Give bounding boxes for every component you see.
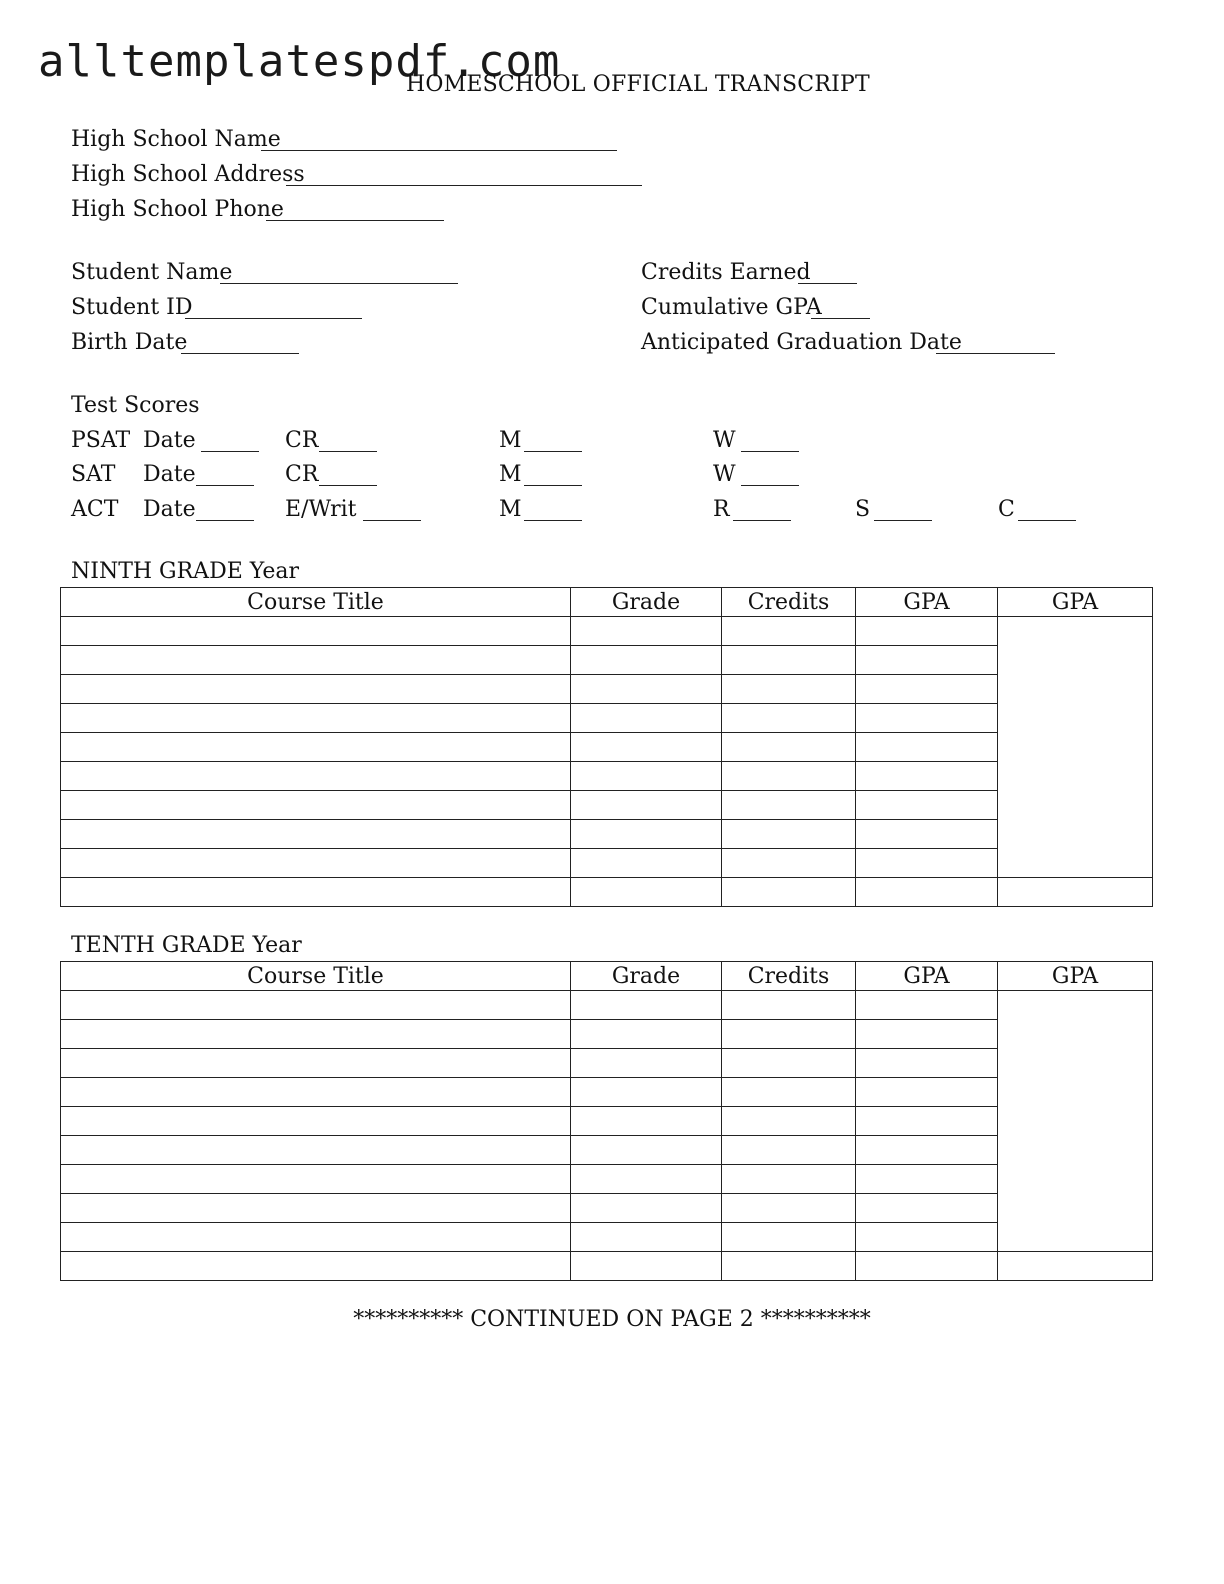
grade-cell[interactable] <box>571 733 722 762</box>
course-title-cell[interactable] <box>61 704 571 733</box>
gpa-total-cell[interactable] <box>998 1252 1153 1281</box>
credits-cell[interactable] <box>722 1194 856 1223</box>
course-title-cell[interactable] <box>61 1020 571 1049</box>
student-name-field[interactable] <box>220 283 458 284</box>
gpa-header: GPA <box>856 962 998 991</box>
gpa-cell[interactable] <box>856 646 998 675</box>
school-name-field[interactable] <box>261 150 617 151</box>
table-row <box>61 646 1153 675</box>
student-id-label: Student ID <box>71 295 193 320</box>
gpa-cell[interactable] <box>856 762 998 791</box>
grade-cell[interactable] <box>571 1194 722 1223</box>
student-name-label: Student Name <box>71 260 233 285</box>
credits-header: Credits <box>722 588 856 617</box>
cumulative-gpa-field[interactable] <box>811 318 870 319</box>
act-ewrit-label: E/Writ <box>285 497 357 522</box>
act-ewrit-field[interactable] <box>363 520 421 521</box>
credits-cell[interactable] <box>722 791 856 820</box>
table-row <box>61 1107 1153 1136</box>
gpa-cell[interactable] <box>856 617 998 646</box>
gpa-side-blank <box>998 1049 1153 1078</box>
tenth-grade-heading: TENTH GRADE Year <box>71 933 302 958</box>
course-title-cell[interactable] <box>61 1223 571 1252</box>
psat-label: PSAT <box>71 428 131 453</box>
sat-date-label: Date <box>143 462 196 487</box>
grade-cell[interactable] <box>571 1049 722 1078</box>
gpa-total-header: GPA <box>998 962 1153 991</box>
act-m-field[interactable] <box>524 520 582 521</box>
school-phone-label: High School Phone <box>71 197 284 222</box>
table-row <box>61 849 1153 878</box>
gpa-cell[interactable] <box>856 1223 998 1252</box>
psat-m-field[interactable] <box>524 451 582 452</box>
grade-header: Grade <box>571 962 722 991</box>
gpa-side-blank <box>998 991 1153 1020</box>
gpa-side-blank <box>998 675 1153 704</box>
gpa-side-blank <box>998 849 1153 878</box>
gpa-side-blank <box>998 1194 1153 1223</box>
sat-w-label: W <box>713 462 736 487</box>
table-header-row <box>61 962 1153 991</box>
sat-m-field[interactable] <box>524 485 582 486</box>
course-title-cell[interactable] <box>61 646 571 675</box>
gpa-cell[interactable] <box>856 733 998 762</box>
table-row <box>61 1165 1153 1194</box>
grade-cell[interactable] <box>571 1136 722 1165</box>
gpa-side-blank <box>998 1020 1153 1049</box>
gpa-cell[interactable] <box>856 1165 998 1194</box>
test-scores-heading: Test Scores <box>71 393 200 418</box>
ninth-grade-table <box>60 587 1153 907</box>
credits-cell[interactable] <box>722 704 856 733</box>
credits-cell[interactable] <box>722 762 856 791</box>
gpa-total-header: GPA <box>998 588 1153 617</box>
course-title-cell[interactable] <box>61 820 571 849</box>
course-title-cell[interactable] <box>61 878 571 907</box>
credits-cell[interactable] <box>722 646 856 675</box>
table-row <box>61 1136 1153 1165</box>
credits-cell[interactable] <box>722 617 856 646</box>
act-date-label: Date <box>143 497 196 522</box>
act-r-label: R <box>713 497 730 522</box>
gpa-header: GPA <box>856 588 998 617</box>
grade-cell[interactable] <box>571 762 722 791</box>
course-title-cell[interactable] <box>61 617 571 646</box>
gpa-total-cell[interactable] <box>998 878 1153 907</box>
table-row <box>61 1194 1153 1223</box>
table-row <box>61 820 1153 849</box>
table-row <box>61 1252 1153 1281</box>
birth-date-field[interactable] <box>181 353 299 354</box>
grade-header: Grade <box>571 588 722 617</box>
table-row <box>61 878 1153 907</box>
page-title: HOMESCHOOL OFFICIAL TRANSCRIPT <box>406 72 870 97</box>
table-row <box>61 733 1153 762</box>
school-name-label: High School Name <box>71 127 281 152</box>
table-row <box>61 762 1153 791</box>
course-title-header: Course Title <box>61 962 571 991</box>
gpa-side-blank <box>998 1223 1153 1252</box>
course-title-cell[interactable] <box>61 1049 571 1078</box>
course-title-cell[interactable] <box>61 1078 571 1107</box>
gpa-cell[interactable] <box>856 1049 998 1078</box>
student-id-field[interactable] <box>185 318 362 319</box>
psat-cr-label: CR <box>285 428 319 453</box>
sat-label: SAT <box>71 462 116 487</box>
gpa-cell[interactable] <box>856 878 998 907</box>
gpa-cell[interactable] <box>856 704 998 733</box>
course-title-header: Course Title <box>61 588 571 617</box>
grade-cell[interactable] <box>571 1107 722 1136</box>
grade-cell[interactable] <box>571 849 722 878</box>
sat-cr-label: CR <box>285 462 319 487</box>
act-m-label: M <box>499 497 522 522</box>
gpa-side-blank <box>998 820 1153 849</box>
course-title-cell[interactable] <box>61 675 571 704</box>
credits-cell[interactable] <box>722 878 856 907</box>
sat-cr-field[interactable] <box>319 485 377 486</box>
gpa-side-blank <box>998 762 1153 791</box>
act-r-field[interactable] <box>733 520 791 521</box>
psat-date-field[interactable] <box>201 451 259 452</box>
credits-cell[interactable] <box>722 820 856 849</box>
gpa-cell[interactable] <box>856 849 998 878</box>
credits-cell[interactable] <box>722 1252 856 1281</box>
table-row <box>61 1049 1153 1078</box>
credits-cell[interactable] <box>722 1165 856 1194</box>
school-phone-field[interactable] <box>266 220 444 221</box>
gpa-side-blank <box>998 1107 1153 1136</box>
act-s-field[interactable] <box>874 520 932 521</box>
course-title-cell[interactable] <box>61 1136 571 1165</box>
psat-cr-field[interactable] <box>319 451 377 452</box>
credits-cell[interactable] <box>722 1107 856 1136</box>
school-address-field[interactable] <box>286 185 642 186</box>
gpa-side-blank <box>998 733 1153 762</box>
gpa-side-blank <box>998 704 1153 733</box>
credits-cell[interactable] <box>722 849 856 878</box>
table-row <box>61 1078 1153 1107</box>
grade-cell[interactable] <box>571 1252 722 1281</box>
table-row <box>61 617 1153 646</box>
table-row <box>61 791 1153 820</box>
credits-earned-label: Credits Earned <box>641 260 811 285</box>
gpa-cell[interactable] <box>856 675 998 704</box>
gpa-side-blank <box>998 646 1153 675</box>
grade-cell[interactable] <box>571 1165 722 1194</box>
course-title-cell[interactable] <box>61 991 571 1020</box>
psat-date-label: Date <box>143 428 196 453</box>
grade-cell[interactable] <box>571 878 722 907</box>
gpa-cell[interactable] <box>856 1194 998 1223</box>
sat-date-field[interactable] <box>196 485 254 486</box>
act-s-label: S <box>855 497 871 522</box>
gpa-cell[interactable] <box>856 1107 998 1136</box>
credits-cell[interactable] <box>722 675 856 704</box>
gpa-side-blank <box>998 1165 1153 1194</box>
credits-cell[interactable] <box>722 1223 856 1252</box>
course-title-cell[interactable] <box>61 1165 571 1194</box>
gpa-cell[interactable] <box>856 1252 998 1281</box>
sat-m-label: M <box>499 462 522 487</box>
grade-cell[interactable] <box>571 1020 722 1049</box>
school-address-label: High School Address <box>71 162 305 187</box>
grade-cell[interactable] <box>571 1223 722 1252</box>
table-row <box>61 675 1153 704</box>
graduation-date-label: Anticipated Graduation Date <box>641 330 962 355</box>
course-title-cell[interactable] <box>61 791 571 820</box>
credits-cell[interactable] <box>722 1136 856 1165</box>
grade-cell[interactable] <box>571 646 722 675</box>
grade-cell[interactable] <box>571 617 722 646</box>
psat-w-field[interactable] <box>741 451 799 452</box>
act-c-field[interactable] <box>1018 520 1076 521</box>
gpa-cell[interactable] <box>856 1136 998 1165</box>
course-title-cell[interactable] <box>61 762 571 791</box>
psat-w-label: W <box>713 428 736 453</box>
grade-cell[interactable] <box>571 704 722 733</box>
gpa-side-blank <box>998 617 1153 646</box>
course-title-cell[interactable] <box>61 849 571 878</box>
sat-w-field[interactable] <box>741 485 799 486</box>
gpa-cell[interactable] <box>856 820 998 849</box>
credits-cell[interactable] <box>722 1020 856 1049</box>
course-title-cell[interactable] <box>61 733 571 762</box>
graduation-date-field[interactable] <box>936 353 1055 354</box>
grade-cell[interactable] <box>571 675 722 704</box>
credits-cell[interactable] <box>722 733 856 762</box>
gpa-cell[interactable] <box>856 1020 998 1049</box>
table-row <box>61 991 1153 1020</box>
credits-cell[interactable] <box>722 1078 856 1107</box>
grade-cell[interactable] <box>571 791 722 820</box>
credits-cell[interactable] <box>722 991 856 1020</box>
credits-earned-field[interactable] <box>798 283 857 284</box>
gpa-cell[interactable] <box>856 791 998 820</box>
act-label: ACT <box>71 497 119 522</box>
ninth-grade-heading: NINTH GRADE Year <box>71 559 300 584</box>
table-row <box>61 704 1153 733</box>
credits-cell[interactable] <box>722 1049 856 1078</box>
grade-cell[interactable] <box>571 820 722 849</box>
birth-date-label: Birth Date <box>71 330 188 355</box>
gpa-side-blank <box>998 1078 1153 1107</box>
table-row <box>61 1020 1153 1049</box>
act-date-field[interactable] <box>196 520 254 521</box>
watermark: alltemplatespdf.com <box>38 36 561 87</box>
credits-header: Credits <box>722 962 856 991</box>
grade-cell[interactable] <box>571 1078 722 1107</box>
gpa-cell[interactable] <box>856 1078 998 1107</box>
psat-m-label: M <box>499 428 522 453</box>
gpa-side-blank <box>998 1136 1153 1165</box>
tenth-grade-table <box>60 961 1153 1281</box>
act-c-label: C <box>998 497 1015 522</box>
continued-note: ********** CONTINUED ON PAGE 2 ********** <box>353 1307 871 1332</box>
table-row <box>61 1223 1153 1252</box>
course-title-cell[interactable] <box>61 1194 571 1223</box>
gpa-cell[interactable] <box>856 991 998 1020</box>
course-title-cell[interactable] <box>61 1107 571 1136</box>
table-header-row <box>61 588 1153 617</box>
grade-cell[interactable] <box>571 991 722 1020</box>
gpa-side-blank <box>998 791 1153 820</box>
course-title-cell[interactable] <box>61 1252 571 1281</box>
cumulative-gpa-label: Cumulative GPA <box>641 295 822 320</box>
